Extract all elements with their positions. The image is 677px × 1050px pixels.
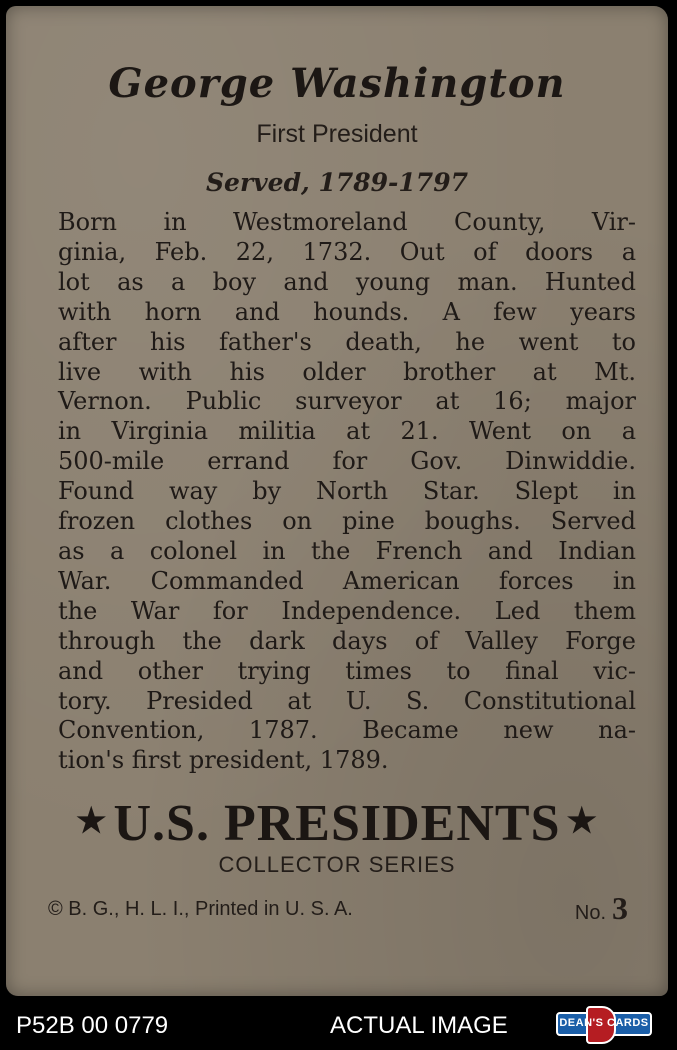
card-number-label: No. (574, 902, 606, 924)
bio-line: through the dark days of Valley Forge (58, 626, 636, 655)
bio-line: live with his older brother at Mt. (58, 357, 636, 386)
actual-image-label: ACTUAL IMAGE (330, 1012, 508, 1039)
star-icon: ★ (566, 803, 598, 840)
president-name: George Washington (108, 60, 566, 107)
bio-line: in Virginia militia at 21. Went on a (58, 417, 636, 446)
biography-text (58, 208, 636, 776)
bio-line: Vernon. Public surveyor at 16; major (58, 387, 636, 416)
bio-line: tion's first president, 1789. (58, 746, 389, 775)
bio-line: Convention, 1787. Became new na- (58, 716, 636, 745)
served-years: Served, 1789-1797 (206, 168, 468, 197)
copyright-notice: © B. G., H. L. I., Printed in U. S. A. (48, 898, 353, 920)
bio-line: ginia, Feb. 22, 1732. Out of doors a (58, 237, 636, 266)
office-title: First President (256, 120, 418, 148)
series-title-text: U.S. PRESIDENTS (113, 795, 561, 852)
footer-bar (0, 1000, 677, 1050)
bio-line: after his father's death, he went to (58, 327, 636, 356)
bio-line: lot as a boy and young man. Hunted (58, 267, 636, 296)
card-back (6, 6, 668, 996)
series-subtitle: COLLECTOR SERIES (218, 852, 456, 877)
bio-line: the War for Independence. Led them (58, 596, 636, 625)
bio-line: Born in Westmoreland County, Vir- (58, 208, 636, 236)
sku-code: P52B 00 0779 (16, 1012, 169, 1039)
bio-line: tory. Presided at U. S. Constitutional (58, 686, 636, 715)
star-icon: ★ (76, 803, 108, 840)
bio-line: War. Commanded American forces in (58, 566, 636, 595)
bio-line: Found way by North Star. Slept in (58, 477, 636, 506)
bio-line: 500-mile errand for Gov. Dinwiddie. (58, 447, 636, 476)
bio-line: as a colonel in the French and Indian (58, 536, 636, 565)
bio-line: and other trying times to final vic- (58, 656, 636, 685)
logo-text: DEAN'S CARDS (559, 1017, 649, 1029)
deans-cards-logo (556, 1006, 652, 1044)
bio-line: frozen clothes on pine boughs. Served (58, 507, 636, 536)
card-number-value: 3 (612, 890, 628, 926)
series-title (6, 794, 668, 853)
card-number (575, 890, 628, 927)
bio-line: with horn and hounds. A few years (58, 297, 636, 326)
